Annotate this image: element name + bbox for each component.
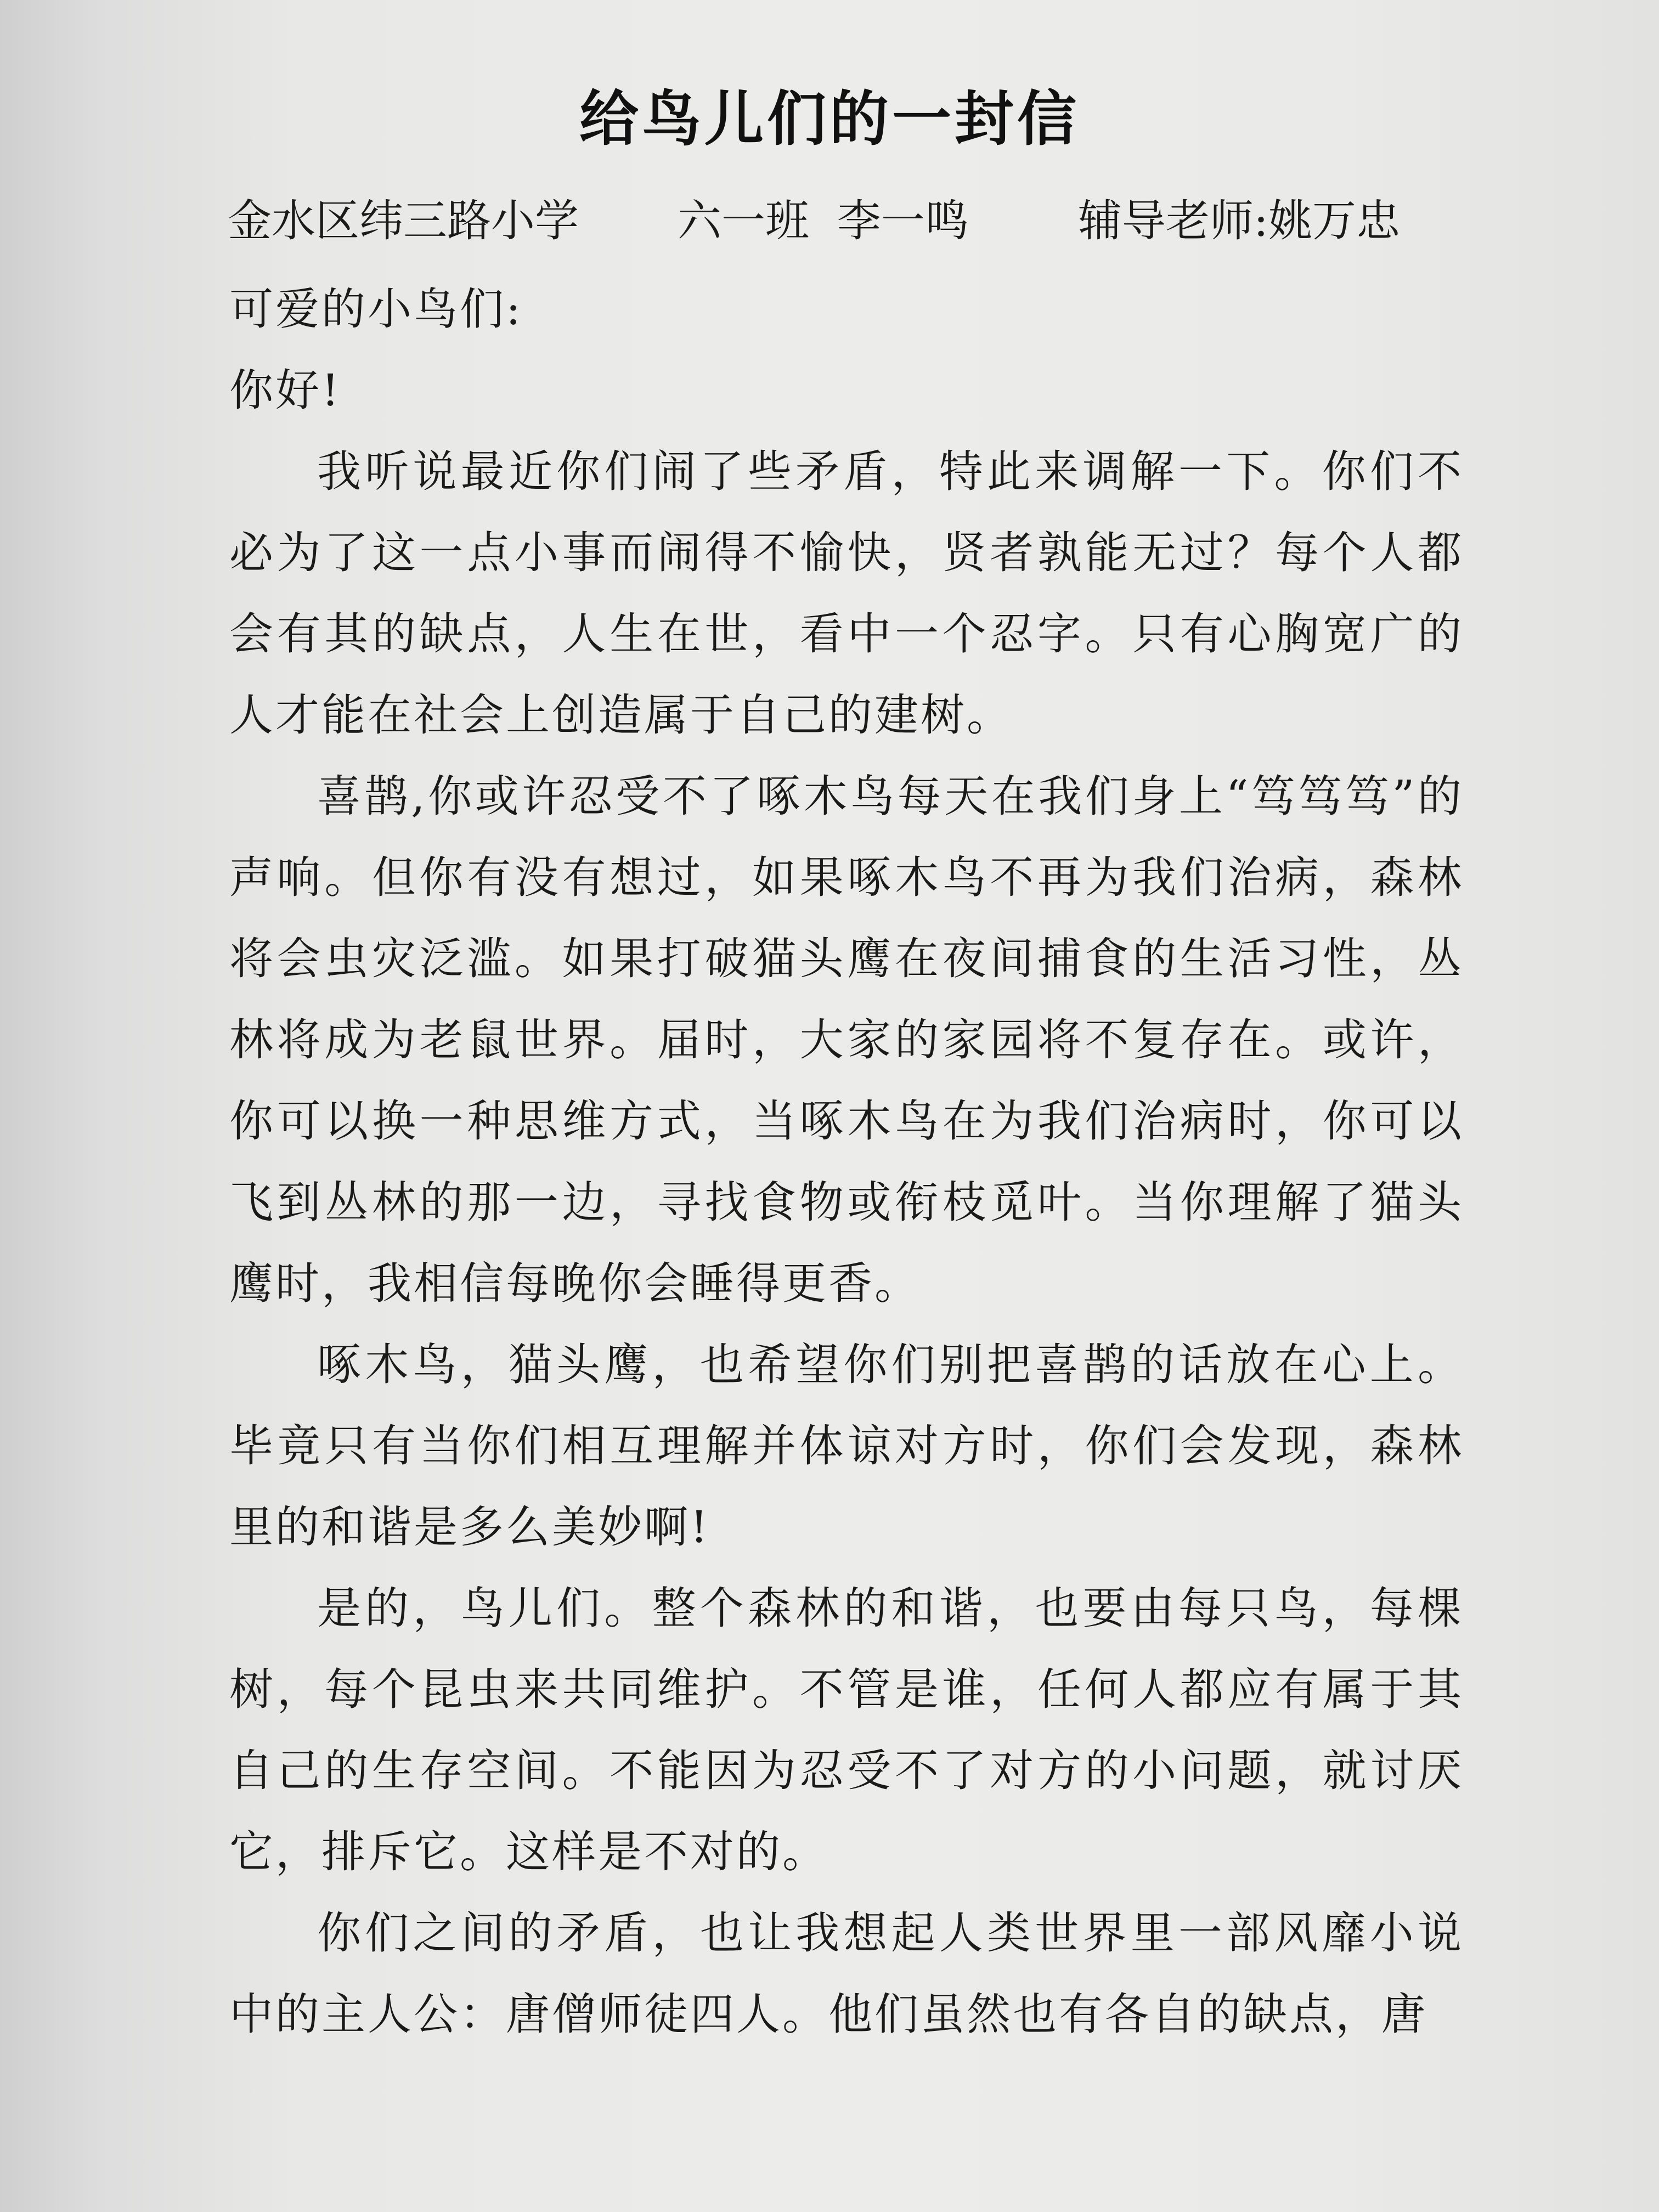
letter-body	[229, 269, 1464, 2055]
document-title: 给鸟儿们的一封信	[579, 85, 1080, 154]
paragraph: 喜鹊,你或许忍受不了啄木鸟每天在我们身上“笃笃笃”的声响。但你有没有想过，如果啄木鸟不再为我们治病，森林将会虫灾泛滥。如果打破猫头鹰在夜间捕食的生活习性，丛林将成为老鼠世界。届时，大家的家园将不复存在。或许，你可以换一种思维方式，当啄木鸟在为我们治病时，你可以飞到丛林的那一边，寻找食物或衔枝觅叶。当你理解了猫头鹰时，我相信每晚你会睡得更香。	[229, 771, 1464, 1309]
teacher-name: 辅导老师:姚万忠	[1078, 195, 1400, 246]
class-and-student: 六一班 李一鸣	[678, 195, 969, 246]
byline	[228, 185, 1468, 249]
salutation: 可爱的小鸟们:	[229, 284, 523, 335]
paragraph: 你们之间的矛盾，也让我想起人类世界里一部风靡小说中的主人公：唐僧师徒四人。他们虽然也有各自的缺点，唐	[229, 1908, 1464, 2040]
paragraph: 啄木鸟，猫头鹰，也希望你们别把喜鹊的话放在心上。毕竟只有当你们相互理解并体谅对方时，你们会发现，森林里的和谐是多么美妙啊!	[229, 1339, 1464, 1553]
paragraph: 是的，鸟儿们。整个森林的和谐，也要由每只鸟，每棵树，每个昆虫来共同维护。不管是谁，任何人都应有属于其自己的生存空间。不能因为忍受不了对方的小问题，就讨厌它，排斥它。这样是不对的。	[229, 1583, 1464, 1877]
greeting: 你好!	[229, 365, 342, 416]
school-name: 金水区纬三路小学	[228, 195, 579, 246]
paragraph: 我听说最近你们闹了些矛盾，特此来调解一下。你们不必为了这一点小事而闹得不愉快，贤者孰能无过？每个人都会有其的缺点，人生在世，看中一个忍字。只有心胸宽广的人才能在社会上创造属于自己的建树。	[229, 446, 1464, 741]
